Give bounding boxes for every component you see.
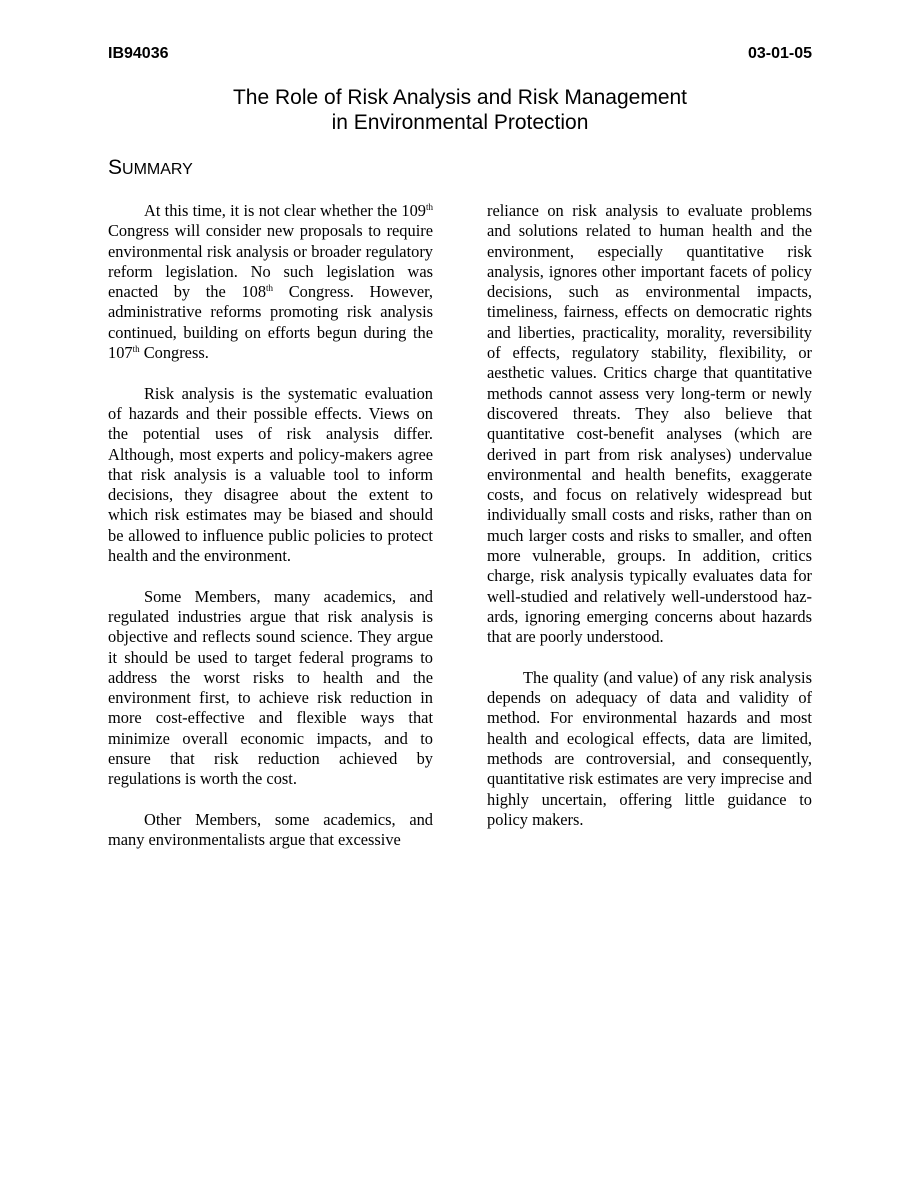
left-column	[108, 201, 433, 871]
section-heading-smallcaps: UMMARY	[122, 161, 193, 178]
paragraph-2: Risk analysis is the systematic evaluation of hazards and their possible effects. Views on the potential uses of risk analysis differ. Although, most experts and policy-makers agree that risk analysis is a valuable tool to inform decisions, they disagree about the extent to which risk estimates may be biased and should be allowed to influence public policies to protect health and the environment.	[108, 383, 433, 566]
paragraph-3: Some Members, many academics, and regulated industries argue that risk analysis is objective and reflects sound science. They argue it should be used to target federal programs to address the worst risks to health and the environment first, to achieve risk reduction in more cost-effective and flexible ways that minimize overall economic impacts, and to ensure that risk reduction achieved by regulations is worth the cost.	[108, 586, 433, 789]
paragraph-1-part-d: Congress.	[139, 343, 209, 363]
title-line-1: The Role of Risk Analysis and Risk Management	[232, 86, 688, 109]
page-title	[0, 85, 920, 135]
superscript: th	[425, 202, 433, 212]
paragraph-1-part-a: At this time, it is not clear whether the 109	[144, 201, 426, 220]
section-heading-initial: S	[108, 156, 123, 179]
document-date: 03-01-05	[747, 45, 812, 62]
paragraph-1	[108, 201, 433, 363]
title-line-2: in Environmental Protection	[331, 111, 589, 134]
right-column	[487, 201, 812, 851]
paragraph-1-part-c: Congress. However, administrative reforms promoting risk analysis continued, building on efforts begun during the 107	[108, 282, 433, 363]
superscript: th	[266, 283, 274, 294]
paragraph-4: Other Members, some academics, and many environmentalists argue that excessive	[108, 809, 433, 850]
document-id: IB94036	[108, 45, 169, 62]
paragraph-4-continued: reliance on risk analysis to evaluate problems and solutions related to human health and the environment, especially quantitative risk analysis, ignores other important facets of policy decisions, such as environmental impacts, timeliness, fairness, effects on democratic rights and liberties, practicality, morality, reversibility of effects, regulatory stability, flexibility, or aesthetic values. Critics charge that quantitative methods cannot assess very long-term or newly discovered threats. They also believe that quantitative cost-benefit analyses (which are derived in part from risk analyses) undervalue environmental and health benefits, exaggerate costs, and focus on relatively widespread but individually small costs and risks, rather than on much larger costs and risks to smaller, and often more vulnerable, groups. In addition, critics charge, risk analysis typically evaluates data for well-studied and relatively well-understood hazards, ignoring emerging concerns about hazards that are poorly understood.	[487, 201, 812, 647]
paragraph-1-part-b: Congress will consider new proposals to require environmental risk analysis or broader regulatory reform legislation. No such legislation was enacted by the 108	[108, 221, 433, 302]
superscript: th	[132, 344, 140, 355]
paragraph-5: The quality (and value) of any risk analysis depends on adequacy of data and validity of method. For environmental hazards and most health and ecological effects, data are limited, methods are controversial, and consequently, quantitative risk estimates are very imprecise and highly uncertain, offering little guidance to policy makers.	[487, 667, 812, 829]
section-heading	[108, 156, 193, 180]
